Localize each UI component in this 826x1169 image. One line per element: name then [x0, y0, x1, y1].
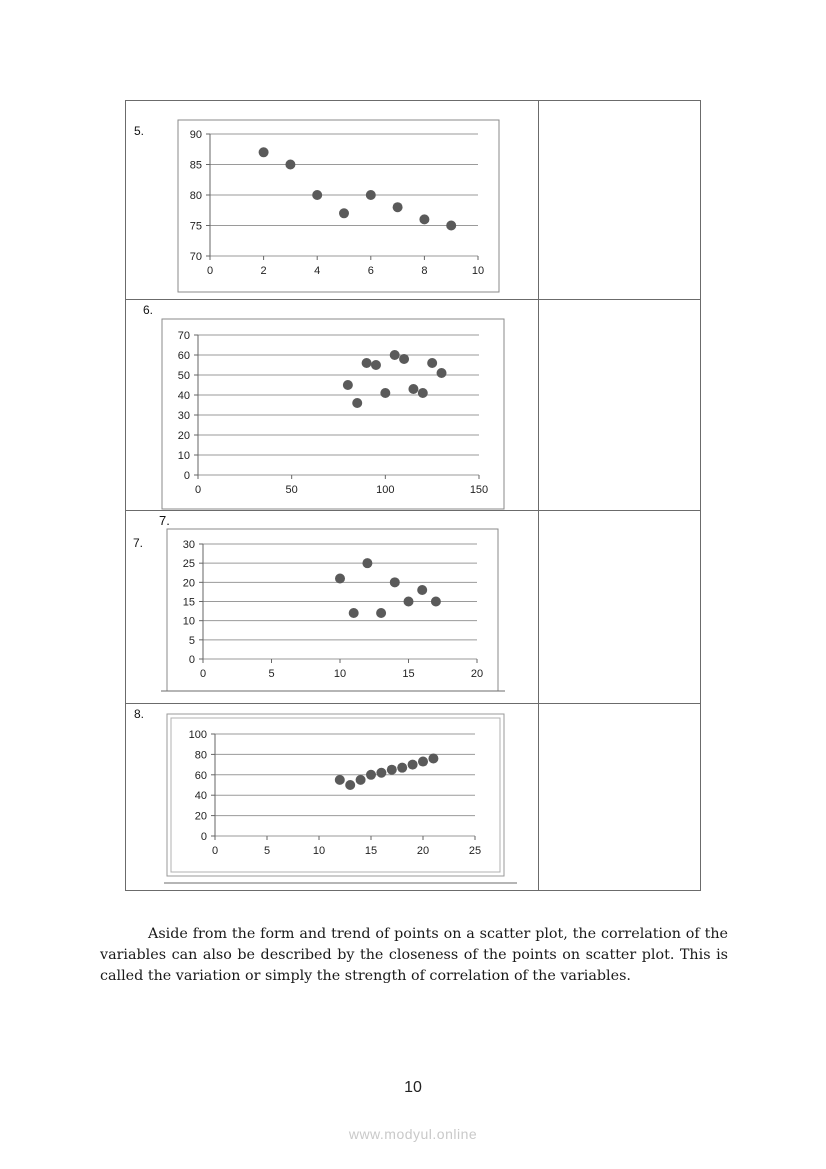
x-tick-label: 20: [416, 845, 430, 857]
data-point: [393, 202, 403, 212]
data-point: [285, 160, 295, 170]
scatter-chart-7: [160, 525, 510, 695]
data-point: [419, 214, 429, 224]
data-point: [397, 763, 407, 773]
x-tick-label: 0: [199, 668, 207, 680]
x-tick-label: 10: [333, 668, 347, 680]
table-column-divider: [538, 100, 539, 891]
scatter-chart-8: [160, 710, 520, 886]
x-tick-label: 20: [470, 668, 484, 680]
problem-number: 6.: [143, 303, 154, 317]
y-tick-label: 20: [177, 430, 190, 442]
y-tick-label: 10: [182, 615, 195, 628]
data-point: [399, 354, 409, 364]
data-point: [417, 585, 427, 595]
data-point: [312, 190, 322, 200]
table-border-bottom: [125, 890, 701, 891]
y-tick-label: 25: [182, 558, 195, 571]
y-tick-label: 40: [194, 790, 207, 803]
scatter-chart-5: [160, 112, 510, 292]
y-tick-label: 75: [189, 220, 202, 233]
y-tick-label: 85: [189, 159, 202, 172]
data-point: [259, 147, 269, 157]
table-border-left: [125, 100, 126, 891]
data-point: [366, 190, 376, 200]
y-tick-label: 10: [177, 450, 190, 462]
x-tick-label: 10: [312, 845, 326, 857]
y-tick-label: 0: [188, 654, 195, 666]
chart-frame: [178, 120, 499, 292]
data-point: [376, 608, 386, 618]
x-tick-label: 10: [471, 265, 485, 277]
x-tick-label: 5: [263, 845, 271, 857]
y-tick-label: 30: [177, 410, 190, 422]
x-tick-label: 2: [260, 265, 267, 277]
data-point: [427, 358, 437, 368]
y-tick-label: 20: [182, 577, 195, 590]
y-tick-label: 90: [189, 129, 202, 141]
data-point: [343, 380, 353, 390]
y-tick-label: 60: [177, 350, 190, 362]
x-tick-label: 0: [211, 845, 219, 857]
problem-number: 8.: [134, 707, 145, 721]
data-point: [408, 760, 418, 770]
y-tick-label: 80: [189, 190, 202, 202]
data-point: [349, 608, 359, 618]
x-tick-label: 100: [376, 484, 395, 496]
table-border-right: [700, 100, 701, 891]
data-point: [362, 558, 372, 568]
data-point: [371, 360, 381, 370]
data-point: [408, 384, 418, 394]
data-point: [446, 221, 456, 231]
problem-number: 5.: [134, 124, 145, 138]
y-tick-label: 70: [189, 251, 202, 263]
y-tick-label: 60: [194, 769, 207, 782]
x-tick-label: 4: [314, 265, 321, 277]
data-point: [428, 753, 438, 763]
table-border-top: [125, 100, 701, 101]
data-point: [362, 358, 372, 368]
problem-header: 7.: [159, 513, 170, 528]
x-tick-label: 50: [285, 484, 298, 496]
x-tick-label: 8: [421, 265, 428, 277]
page-number: 10: [404, 1079, 422, 1096]
data-point: [418, 757, 428, 767]
data-point: [339, 208, 349, 218]
x-tick-label: 6: [367, 265, 374, 277]
x-tick-label: 15: [364, 845, 378, 857]
y-tick-label: 40: [177, 390, 190, 402]
chart-frame: [167, 529, 498, 691]
y-tick-label: 100: [188, 729, 207, 741]
scatter-chart-6: [150, 313, 510, 513]
watermark: www.modyul.online: [348, 1126, 478, 1142]
data-point: [437, 368, 447, 378]
data-point: [376, 768, 386, 778]
data-point: [345, 780, 355, 790]
y-tick-label: 30: [182, 539, 195, 551]
data-point: [356, 775, 366, 785]
x-tick-label: 15: [402, 668, 415, 680]
y-tick-label: 50: [177, 370, 190, 382]
y-tick-label: 20: [194, 810, 207, 823]
x-tick-label: 150: [469, 484, 489, 496]
y-tick-label: 0: [183, 470, 190, 482]
data-point: [418, 388, 428, 398]
chart-frame: [162, 319, 504, 509]
body-paragraph: [100, 924, 728, 987]
y-tick-label: 80: [194, 749, 207, 762]
y-tick-label: 0: [200, 831, 207, 843]
table-row-divider: [125, 703, 701, 704]
y-tick-label: 70: [177, 330, 190, 342]
data-point: [380, 388, 390, 398]
data-point: [335, 775, 345, 785]
y-tick-label: 15: [182, 596, 195, 609]
data-point: [431, 597, 441, 607]
paragraph-text: Aside from the form and trend of points on a scatter plot, the correlation of the variables can also be described by the closeness of the points on scatter plot. This is called the variation or simply the strength of correlation of the variables.: [100, 926, 728, 984]
x-tick-label: 25: [468, 845, 482, 857]
x-tick-label: 0: [194, 484, 202, 496]
data-point: [387, 765, 397, 775]
problem-number: 7.: [133, 536, 144, 550]
data-point: [352, 398, 362, 408]
data-point: [390, 577, 400, 587]
data-point: [390, 350, 400, 360]
x-tick-label: 0: [206, 265, 214, 277]
data-point: [366, 770, 376, 780]
data-point: [404, 597, 414, 607]
y-tick-label: 5: [188, 634, 195, 647]
x-tick-label: 5: [268, 668, 275, 680]
table-row-divider: [125, 299, 701, 300]
data-point: [335, 574, 345, 584]
